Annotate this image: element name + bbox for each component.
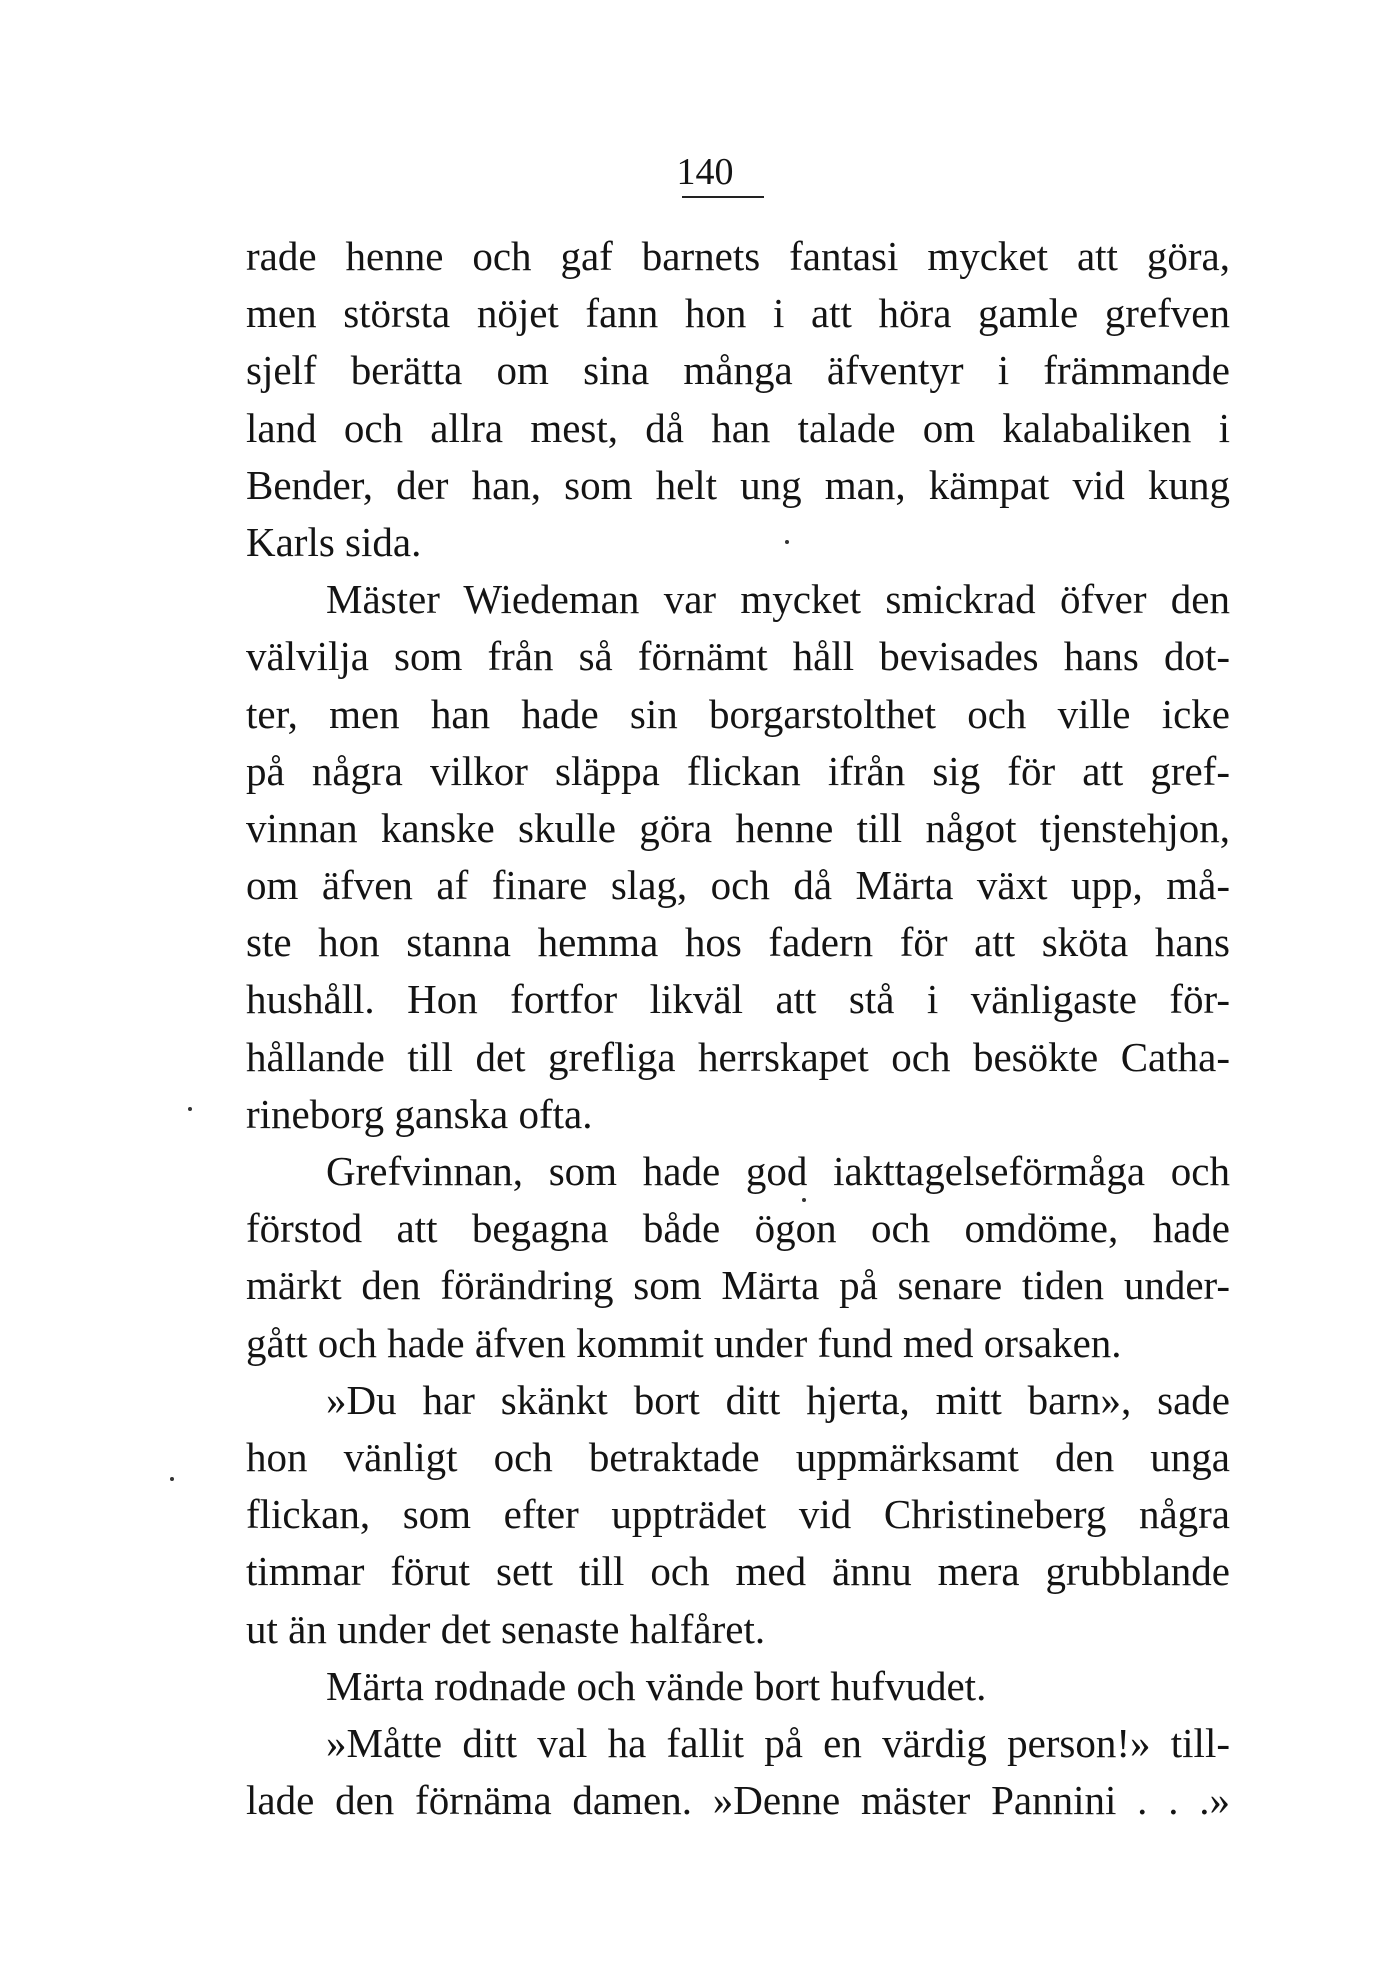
text-line: Märta rodnade och vände bort hufvudet.: [326, 1662, 987, 1709]
text-line: lade den förnäma damen. »Denne mäster Pannini . . .»: [246, 1777, 1230, 1824]
text-line: märkt den förändring som Märta på senare tiden under-: [246, 1262, 1230, 1309]
text-line: sjelf berätta om sina många äfventyr i främmande: [246, 347, 1230, 394]
text-line: land och allra mest, då han talade om kalabaliken i: [246, 404, 1230, 451]
text-line: ste hon stanna hemma hos fadern för att sköta hans: [246, 919, 1230, 966]
text-line: rineborg ganska ofta.: [246, 1090, 593, 1137]
text-line: hushåll. Hon fortfor likväl att stå i vänligaste för-: [246, 976, 1230, 1023]
text-line: gått och hade äfven kommit under fund med orsaken.: [246, 1319, 1122, 1366]
page-number: 140: [676, 151, 734, 193]
text-line: ut än under det senaste halfåret.: [246, 1605, 766, 1652]
print-speck: [802, 1198, 806, 1202]
text-line: rade henne och gaf barnets fantasi mycket att göra,: [246, 233, 1230, 279]
print-speck: [785, 540, 789, 544]
text-line: Mäster Wiedeman var mycket smickrad öfver den: [326, 576, 1230, 623]
text-line: på några vilkor släppa flickan ifrån sig för att gref-: [246, 747, 1230, 794]
text-line: flickan, som efter uppträdet vid Christineberg några: [246, 1491, 1230, 1538]
page-number-rule: [682, 196, 764, 198]
print-speck: [188, 1107, 192, 1111]
text-line: Bender, der han, som helt ung man, kämpat vid kung: [246, 461, 1230, 508]
text-line: om äfven af finare slag, och då Märta växt upp, må-: [246, 862, 1230, 909]
text-line: »Du har skänkt bort ditt hjerta, mitt barn», sade: [326, 1376, 1230, 1423]
text-line: välvilja som från så förnämt håll bevisades hans dot-: [246, 633, 1230, 680]
text-line: vinnan kanske skulle göra henne till något tjenstehjon,: [246, 804, 1230, 851]
text-line: förstod att begagna både ögon och omdöme, hade: [246, 1205, 1230, 1252]
text-line: Karls sida.: [246, 518, 422, 565]
text-line: hon vänligt och betraktade uppmärksamt den unga: [246, 1433, 1230, 1480]
print-speck: [170, 1477, 174, 1481]
text-line: Grefvinnan, som hade god iakttagelseförmåga och: [326, 1148, 1230, 1194]
text-line: timmar förut sett till och med ännu mera grubblande: [246, 1548, 1230, 1595]
text-line: ter, men han hade sin borgarstolthet och ville icke: [246, 690, 1230, 737]
text-line: men största nöjet fann hon i att höra gamle grefven: [246, 290, 1230, 337]
text-line: hållande till det grefliga herrskapet och besökte Catha-: [246, 1033, 1230, 1080]
body-text: [246, 228, 1230, 1829]
text-line: »Måtte ditt val ha fallit på en värdig person!» till-: [326, 1719, 1230, 1766]
